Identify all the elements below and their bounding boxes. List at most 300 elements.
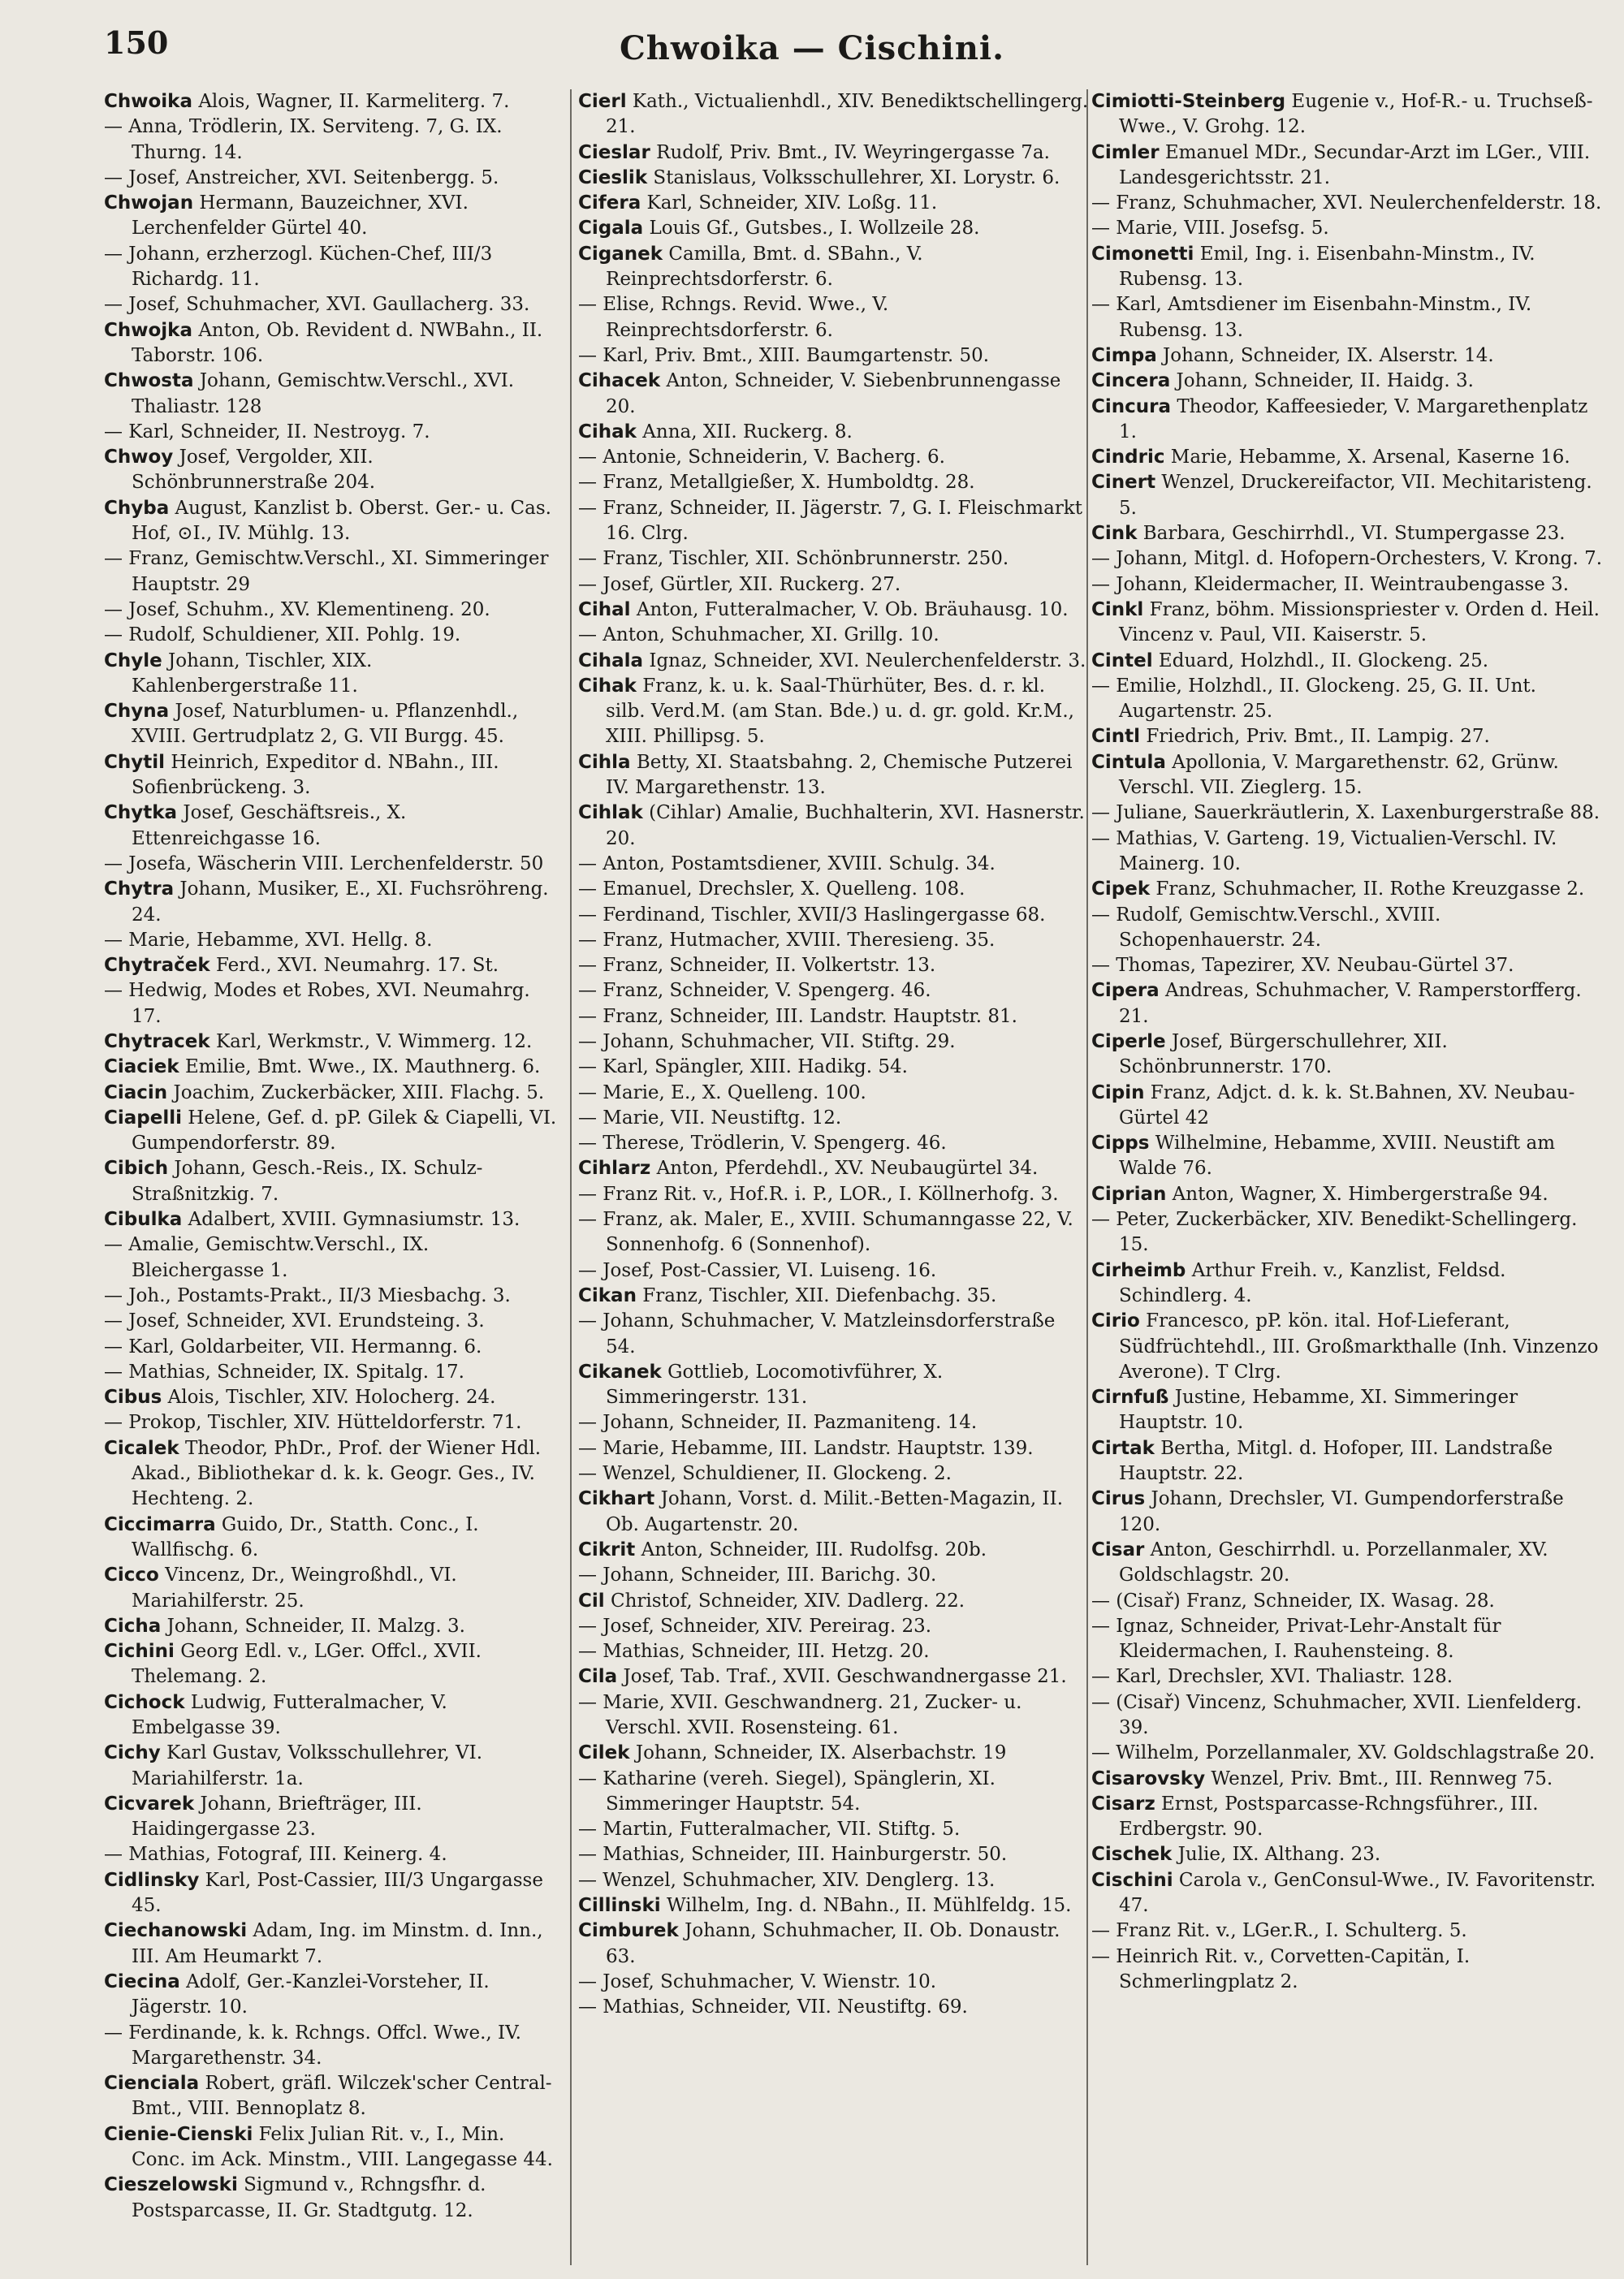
entry-details: Wilhelm, Ing. d. NBahn., II. Mühlfeldg. 15. <box>660 1895 1072 1917</box>
entry-surname: Cikrit <box>578 1539 636 1560</box>
directory-entry <box>1091 978 1605 1029</box>
entry-details: Robert, gräfl. Wilczek'scher Central-Bmt., VIII. Bennoplatz 8. <box>132 2073 552 2120</box>
directory-entry <box>104 2021 564 2072</box>
entry-details: — Johann, Kleidermacher, II. Weintraubengasse 3. <box>1091 573 1570 595</box>
entry-details: Johann, Tischler, XIX. Kahlenbergerstraße 11. <box>132 650 373 697</box>
directory-entry <box>578 1284 1090 1309</box>
directory-entry <box>104 1563 564 1614</box>
directory-entry <box>104 114 564 166</box>
directory-entry <box>578 852 1090 877</box>
entry-details: — Johann, Schneider, III. Barichg. 30. <box>578 1565 937 1586</box>
directory-entry <box>1091 292 1605 343</box>
entry-details: — Josef, Schuhmacher, V. Wienstr. 10. <box>578 1970 937 1992</box>
directory-entry <box>578 420 1090 445</box>
entry-surname: Cil <box>578 1590 605 1612</box>
entry-details: Johann, Musiker, E., XI. Fuchsröhreng. 24. <box>132 878 549 926</box>
entry-details: Stanislaus, Volksschullehrer, XI. Lorystr. 6. <box>647 166 1060 188</box>
directory-entry <box>578 1131 1090 1156</box>
directory-entry <box>104 1309 564 1334</box>
directory-entry <box>104 191 564 242</box>
directory-entry <box>578 191 1090 216</box>
entry-details: Christof, Schneider, XIV. Dadlerg. 22. <box>604 1590 965 1612</box>
entry-surname: Cintl <box>1091 726 1141 748</box>
entry-details: — Karl, Amtsdiener im Eisenbahn-Minstm., IV. Rubensg. 13. <box>1091 294 1532 341</box>
entry-details: — Franz, Tischler, XII. Schönbrunnerstr. 250. <box>578 548 1009 570</box>
directory-entry <box>104 699 564 750</box>
entry-details: Sigmund v., Rchngsfhr. d. Postsparcasse, II. Gr. Stadtgutg. 12. <box>132 2174 486 2221</box>
entry-surname: Cischini <box>1091 1869 1173 1891</box>
directory-entry <box>104 1741 564 1792</box>
entry-details: — Marie, VII. Neustiftg. 12. <box>578 1107 842 1129</box>
directory-entry <box>104 1842 564 1867</box>
entry-details: Johann, Schneider, IX. Alserbachstr. 19 <box>629 1742 1007 1764</box>
directory-entry <box>104 546 564 598</box>
entry-details: — Karl, Priv. Bmt., XIII. Baumgartenstr. 50. <box>578 344 990 366</box>
directory-entry <box>104 1360 564 1385</box>
entry-surname: Cimonetti <box>1091 243 1194 265</box>
directory-entry <box>578 598 1090 623</box>
entry-details: Gottlieb, Locomotivführer, X. Simmeringerstr. 131. <box>606 1361 944 1409</box>
entry-surname: Ciaciek <box>104 1056 179 1078</box>
entry-surname: Cirio <box>1091 1310 1140 1332</box>
entry-details: Carola v., GenConsul-Wwe., IV. Favoritenstr. 47. <box>1119 1869 1596 1917</box>
directory-entry <box>1091 191 1605 216</box>
entry-details: Ernst, Postsparcasse-Rchngsführer., III. Erdbergstr. 90. <box>1119 1793 1539 1841</box>
entry-details: Heinrich, Expeditor d. NBahn., III. Sofienbrückeng. 3. <box>132 751 499 799</box>
page-header <box>0 0 1624 81</box>
entry-details: — Rudolf, Schuldiener, XII. Pohlg. 19. <box>104 624 461 646</box>
directory-entry <box>104 877 564 928</box>
directory-entry <box>578 1970 1090 1995</box>
directory-entry <box>578 1081 1090 1106</box>
entry-details: Anna, XII. Ruckerg. 8. <box>636 421 853 442</box>
entry-details: — Anna, Trödlerin, IX. Serviteng. 7, G. IX. Thurng. 14. <box>104 116 503 163</box>
entry-details: Apollonia, V. Margarethenstr. 62, Grünw. Verschl. VII. Zieglerg. 15. <box>1119 751 1559 799</box>
directory-entry <box>578 1410 1090 1435</box>
directory-entry <box>1091 1081 1605 1132</box>
entry-details: Emilie, Bmt. Wwe., IX. Mauthnerg. 6. <box>179 1056 541 1078</box>
directory-entry <box>578 546 1090 572</box>
entry-details: Ignaz, Schneider, XVI. Neulerchenfelderstr. 3. <box>643 650 1086 671</box>
column-3 <box>1091 89 1605 2265</box>
entry-surname: Ciprian <box>1091 1183 1167 1205</box>
directory-entry <box>104 1207 564 1232</box>
entry-details: — Rudolf, Gemischtw.Verschl., XVIII. Schopenhauerstr. 24. <box>1091 904 1441 951</box>
directory-entry <box>1091 1131 1605 1182</box>
entry-surname: Cincera <box>1091 370 1171 392</box>
directory-entry <box>1091 724 1605 749</box>
entry-details: August, Kanzlist b. Oberst. Ger.- u. Cas. Hof, ⊙I., IV. Mühlg. 13. <box>132 497 551 545</box>
directory-entry <box>1091 1385 1605 1436</box>
entry-details: — Joh., Postamts-Prakt., II/3 Miesbachg. 3. <box>104 1284 511 1306</box>
entry-surname: Cischek <box>1091 1844 1173 1866</box>
entry-surname: Cipera <box>1091 980 1160 1002</box>
entry-surname: Cicha <box>104 1615 162 1637</box>
directory-entry <box>104 89 564 114</box>
directory-entry <box>104 1513 564 1564</box>
entry-surname: Cidlinsky <box>104 1869 200 1891</box>
directory-entry <box>104 1284 564 1309</box>
entry-details: Emil, Ing. i. Eisenbahn-Minstm., IV. Rubensg. 13. <box>1119 243 1535 291</box>
entry-surname: Cibich <box>104 1158 169 1180</box>
entry-surname: Cimler <box>1091 141 1160 163</box>
entry-surname: Chytraček <box>104 955 210 977</box>
entry-details: — Franz, Schneider, V. Spengerg. 46. <box>578 980 931 1002</box>
entry-surname: Cikanek <box>578 1361 662 1383</box>
entry-surname: Cinert <box>1091 472 1156 494</box>
directory-entry <box>578 953 1090 978</box>
entry-surname: Cigala <box>578 218 644 240</box>
directory-entry <box>578 1538 1090 1563</box>
entry-details: Anton, Geschirrhdl. u. Porzellanmaler, XV. Goldschlagstr. 20. <box>1119 1539 1548 1586</box>
entry-details: Johann, Schneider, II. Malzg. 3. <box>161 1615 465 1637</box>
entry-details: — Mathias, Schneider, III. Hetzg. 20. <box>578 1641 930 1663</box>
entry-details: Alois, Wagner, II. Karmeliterg. 7. <box>192 91 510 112</box>
entry-details: — Johann, Schneider, II. Pazmaniteng. 14. <box>578 1412 978 1434</box>
directory-entry <box>578 1767 1090 1818</box>
entry-surname: Cindric <box>1091 447 1165 468</box>
directory-entry <box>104 1232 564 1284</box>
directory-entry <box>578 1461 1090 1487</box>
directory-entry <box>104 1868 564 1919</box>
entry-surname: Cipps <box>1091 1133 1150 1155</box>
directory-entry <box>578 1664 1090 1690</box>
entry-details: Wenzel, Priv. Bmt., III. Rennweg 75. <box>1205 1768 1553 1789</box>
entry-details: Karl, Post-Cassier, III/3 Ungargasse 45. <box>132 1869 543 1917</box>
entry-details: Anton, Ob. Revident d. NWBahn., II. Taborstr. 106. <box>132 319 543 366</box>
entry-details: — Johann, Mitgl. d. Hofopern-Orchesters, V. Krong. 7. <box>1091 548 1603 570</box>
directory-entry <box>578 470 1090 495</box>
entry-details: — Ferdinand, Tischler, XVII/3 Haslingergasse 68. <box>578 904 1046 926</box>
directory-entry <box>578 216 1090 241</box>
entry-details: — Johann, Schuhmacher, VII. Stiftg. 29. <box>578 1030 956 1052</box>
entry-details: Ludwig, Futteralmacher, V. Embelgasse 39. <box>132 1691 447 1738</box>
entry-details: — Ferdinande, k. k. Rchngs. Offcl. Wwe., IV. Margarethenstr. 34. <box>104 2022 521 2069</box>
entry-details: — Thomas, Tapezirer, XV. Neubau-Gürtel 37. <box>1091 955 1514 977</box>
directory-entry <box>104 1335 564 1360</box>
entry-surname: Chwojan <box>104 192 194 214</box>
entry-surname: Cisarz <box>1091 1793 1155 1815</box>
entry-details: Josef, Bürgerschullehrer, XII. Schönbrunnerstr. 170. <box>1119 1030 1448 1078</box>
entry-details: Bertha, Mitgl. d. Hofoper, III. Landstraße Hauptstr. 22. <box>1119 1437 1553 1485</box>
directory-entry <box>1091 521 1605 546</box>
directory-entry <box>104 1156 564 1207</box>
directory-entry <box>578 242 1090 293</box>
running-head: Chwoika — Cischini. <box>619 29 1005 67</box>
entry-details: — Wenzel, Schuhmacher, XIV. Denglerg. 13. <box>578 1869 996 1891</box>
directory-entry <box>578 801 1090 852</box>
entry-details: Friedrich, Priv. Bmt., II. Lampig. 27. <box>1140 726 1490 748</box>
entry-details: — Johann, Schuhmacher, V. Matzleinsdorferstraße 54. <box>578 1310 1056 1357</box>
entry-details: Johann, Gemischtw.Verschl., XVI. Thaliastr. 128 <box>132 370 515 417</box>
directory-entry <box>1091 877 1605 902</box>
entry-details: Felix Julian Rit. v., I., Min. Conc. im Ack. Minstm., VIII. Langegasse 44. <box>132 2123 553 2171</box>
directory-entry <box>1091 1842 1605 1867</box>
entry-surname: Cila <box>578 1666 618 1688</box>
entry-surname: Cimiotti-Steinberg <box>1091 91 1286 112</box>
entry-details: Karl, Werkmstr., V. Wimmerg. 12. <box>209 1030 533 1052</box>
directory-entry <box>1091 598 1605 649</box>
entry-details: — Karl, Schneider, II. Nestroyg. 7. <box>104 421 430 442</box>
directory-entry <box>1091 546 1605 572</box>
directory-entry <box>578 1868 1090 1893</box>
entry-details: — Mathias, Schneider, III. Hainburgerstr. 50. <box>578 1844 1008 1866</box>
entry-surname: Chyle <box>104 650 162 671</box>
entry-details: — Katharine (vereh. Siegel), Spänglerin, XI. Simmeringer Hauptstr. 54. <box>578 1768 996 1815</box>
directory-entry <box>1091 1919 1605 1944</box>
directory-entry <box>104 953 564 978</box>
entry-details: Josef, Geschäftsreis., X. Ettenreichgasse 16. <box>132 802 407 849</box>
directory-entry <box>104 369 564 420</box>
entry-surname: Cierl <box>578 91 627 112</box>
entry-details: Anton, Futteralmacher, V. Ob. Bräuhausg. 10. <box>630 598 1069 620</box>
entry-surname: Cikhart <box>578 1488 655 1510</box>
entry-details: Johann, Schneider, IX. Alserstr. 14. <box>1156 344 1494 366</box>
entry-details: (Cihlar) Amalie, Buchhalterin, XVI. Hasnerstr. 20. <box>606 802 1085 849</box>
entry-details: Wilhelmine, Hebamme, XVIII. Neustift am Walde 76. <box>1119 1133 1556 1180</box>
entry-details: — Franz, ak. Maler, E., XVIII. Schumanngasse 22, V. Sonnenhofg. 6 (Sonnenhof). <box>578 1209 1073 1256</box>
entry-details: — Karl, Spängler, XIII. Hadikg. 54. <box>578 1056 908 1078</box>
directory-entry <box>1091 1690 1605 1742</box>
entry-details: — Johann, erzherzogl. Küchen-Chef, III/3 Richardg. 11. <box>104 243 493 291</box>
entry-surname: Cicalek <box>104 1437 179 1459</box>
entry-details: Andreas, Schuhmacher, V. Ramperstorfferg. 21. <box>1119 980 1582 1027</box>
directory-entry <box>1091 395 1605 446</box>
entry-details: Karl Gustav, Volksschullehrer, VI. Mariahilferstr. 1a. <box>132 1742 483 1789</box>
directory-entry <box>578 928 1090 953</box>
entry-details: — Anton, Schuhmacher, XI. Grillg. 10. <box>578 624 939 646</box>
directory-entry <box>1091 470 1605 521</box>
entry-surname: Cilek <box>578 1742 630 1764</box>
directory-entry <box>578 343 1090 369</box>
directory-entry <box>1091 1944 1605 1996</box>
directory-entry <box>104 1639 564 1690</box>
entry-surname: Cichy <box>104 1742 161 1764</box>
entry-surname: Cirus <box>1091 1488 1146 1510</box>
entry-details: Johann, Gesch.-Reis., IX. Schulz-Straßnitzkig. 7. <box>132 1158 483 1205</box>
entry-details: — (Cisař) Franz, Schneider, IX. Wasag. 28. <box>1091 1590 1495 1612</box>
entry-details: — Ignaz, Schneider, Privat-Lehr-Anstalt für Kleidermachen, I. Rauhensteing. 8. <box>1091 1615 1501 1663</box>
entry-surname: Cisarovsky <box>1091 1768 1206 1789</box>
entry-details: Vincenz, Dr., Weingroßhdl., VI. Mariahilferstr. 25. <box>132 1565 457 1612</box>
directory-entry <box>104 2173 564 2224</box>
directory-entry <box>104 496 564 547</box>
entry-surname: Chytracek <box>104 1030 210 1052</box>
entry-details: — Wenzel, Schuldiener, II. Glockeng. 2. <box>578 1463 952 1485</box>
entry-details: Helene, Gef. d. pP. Gilek & Ciapelli, VI. Gumpendorferstr. 89. <box>132 1107 557 1155</box>
entry-surname: Chyna <box>104 701 170 723</box>
directory-entry <box>578 1690 1090 1742</box>
entry-surname: Chwoy <box>104 447 174 468</box>
entry-details: Wenzel, Druckereifactor, VII. Mechitaristeng. 5. <box>1119 472 1592 519</box>
column-1 <box>104 89 564 2265</box>
directory-entry <box>1091 1741 1605 1766</box>
directory-entry <box>104 623 564 648</box>
directory-entry <box>578 903 1090 928</box>
entry-details: Kath., Victualienhdl., XIV. Benediktschellingerg. 21. <box>606 91 1089 138</box>
entry-details: Ferd., XVI. Neumahrg. 17. St. <box>209 955 499 977</box>
entry-surname: Cintel <box>1091 650 1153 671</box>
entry-details: Guido, Dr., Statth. Conc., I. Wallfischg. 6. <box>132 1513 479 1560</box>
entry-details: Georg Edl. v., LGer. Offcl., XVII. Thelemang. 2. <box>132 1641 482 1688</box>
directory-entry <box>104 978 564 1029</box>
directory-entry <box>578 1436 1090 1461</box>
entry-surname: Cienciala <box>104 2073 200 2095</box>
directory-entry <box>1091 1792 1605 1843</box>
entry-surname: Ciacin <box>104 1081 168 1103</box>
directory-entry <box>104 1385 564 1410</box>
directory-entry <box>1091 140 1605 192</box>
directory-entry <box>104 166 564 191</box>
directory-entry <box>578 445 1090 470</box>
entry-details: — Karl, Drechsler, XVI. Thaliastr. 128. <box>1091 1666 1453 1688</box>
directory-entry <box>578 649 1090 674</box>
entry-details: Eduard, Holzhdl., II. Glockeng. 25. <box>1152 650 1489 671</box>
directory-entry <box>1091 1868 1605 1919</box>
directory-entry <box>1091 572 1605 598</box>
directory-entry <box>578 1589 1090 1614</box>
entry-details: Franz, böhm. Missionspriester v. Orden d. Heil. Vincenz v. Paul, VII. Kaiserstr. 5. <box>1119 598 1600 646</box>
directory-entry <box>578 1842 1090 1867</box>
entry-details: Julie, IX. Althang. 23. <box>1172 1844 1381 1866</box>
directory-entry <box>1091 1029 1605 1081</box>
entry-details: — Prokop, Tischler, XIV. Hütteldorferstr. 71. <box>104 1412 522 1434</box>
entry-details: — Therese, Trödlerin, V. Spengerg. 46. <box>578 1133 947 1155</box>
directory-entry <box>1091 903 1605 954</box>
directory-entry <box>104 852 564 877</box>
entry-details: — Franz, Metallgießer, X. Humboldtg. 28. <box>578 472 975 494</box>
entry-details: — Marie, E., X. Quelleng. 100. <box>578 1081 866 1103</box>
directory-entry <box>104 1792 564 1843</box>
directory-entry <box>104 1970 564 2021</box>
entry-surname: Cihak <box>578 675 637 697</box>
entry-details: — Marie, XVII. Geschwandnerg. 21, Zucker- u. Verschl. XVII. Rosensteing. 61. <box>578 1691 1022 1738</box>
directory-entry <box>578 166 1090 191</box>
entry-details: — Josef, Gürtler, XII. Ruckerg. 27. <box>578 573 901 595</box>
entry-surname: Cihacek <box>578 370 661 392</box>
page-number: 150 <box>104 24 169 61</box>
directory-entry <box>104 318 564 369</box>
entry-surname: Cimburek <box>578 1920 679 1942</box>
entry-details: — Anton, Postamtsdiener, XVIII. Schulg. 34. <box>578 852 996 874</box>
entry-details: — Franz, Schneider, II. Jägerstr. 7, G. I. Fleischmarkt 16. Clrg. <box>578 497 1082 545</box>
entry-details: — Mathias, Schneider, VII. Neustiftg. 69. <box>578 1996 968 2018</box>
directory-entry <box>578 292 1090 343</box>
entry-details: — Franz, Hutmacher, XVIII. Theresieng. 35. <box>578 929 996 951</box>
entry-surname: Cieslik <box>578 166 648 188</box>
entry-surname: Chwoika <box>104 91 193 112</box>
directory-entry <box>578 1106 1090 1131</box>
directory-entry <box>578 1309 1090 1360</box>
directory-entry <box>578 1614 1090 1639</box>
directory-entry <box>1091 1538 1605 1589</box>
entry-surname: Cihla <box>578 751 631 773</box>
directory-entry <box>578 1360 1090 1411</box>
entry-details: — (Cisař) Vincenz, Schuhmacher, XVII. Lienfelderg. 39. <box>1091 1691 1583 1738</box>
entry-details: Josef, Naturblumen- u. Pflanzenhdl., XVIII. Gertrudplatz 2, G. VII Burgg. 45. <box>132 701 519 748</box>
entry-details: — Franz, Schneider, III. Landstr. Hauptstr. 81. <box>578 1005 1017 1027</box>
entry-surname: Cillinski <box>578 1895 661 1917</box>
directory-entry <box>578 1817 1090 1842</box>
entry-details: Adalbert, XVIII. Gymnasiumstr. 13. <box>182 1209 520 1231</box>
entry-surname: Cieslar <box>578 141 650 163</box>
entry-details: Johann, Schneider, II. Haidg. 3. <box>1170 370 1474 392</box>
entry-details: — Mathias, Schneider, IX. Spitalg. 17. <box>104 1361 464 1383</box>
directory-entry <box>104 750 564 801</box>
entry-details: Adolf, Ger.-Kanzlei-Vorsteher, II. Jägerstr. 10. <box>132 1970 490 2018</box>
entry-details: Joachim, Zuckerbäcker, XIII. Flachg. 5. <box>167 1081 545 1103</box>
entry-surname: Ciecina <box>104 1970 180 1992</box>
entry-surname: Cinkl <box>1091 598 1144 620</box>
entry-surname: Cicco <box>104 1565 159 1586</box>
entry-details: Alois, Tischler, XIV. Holocherg. 24. <box>162 1387 496 1409</box>
entry-surname: Chytka <box>104 802 178 824</box>
entry-surname: Cincura <box>1091 395 1172 417</box>
entry-details: — Marie, VIII. Josefsg. 5. <box>1091 218 1329 240</box>
entry-surname: Cipin <box>1091 1081 1145 1103</box>
entry-details: Josef, Tab. Traf., XVII. Geschwandnergasse 21. <box>617 1666 1067 1688</box>
directory-entry <box>1091 1614 1605 1665</box>
directory-entry <box>1091 674 1605 725</box>
directory-entry <box>1091 750 1605 801</box>
entry-surname: Cirnfuß <box>1091 1387 1169 1409</box>
entry-details: Louis Gf., Gutsbes., I. Wollzeile 28. <box>643 218 980 240</box>
entry-details: — Antonie, Schneiderin, V. Bacherg. 6. <box>578 447 945 468</box>
directory-entry <box>1091 1207 1605 1258</box>
entry-details: — Franz Rit. v., Hof.R. i. P., LOR., I. Köllnerhofg. 3. <box>578 1183 1059 1205</box>
directory-entry <box>1091 369 1605 394</box>
entry-surname: Cichini <box>104 1641 175 1663</box>
entry-surname: Cihlarz <box>578 1158 651 1180</box>
directory-entry <box>578 1258 1090 1284</box>
directory-entry <box>104 242 564 293</box>
entry-details: Josef, Vergolder, XII. Schönbrunnerstraße 204. <box>132 447 376 494</box>
entry-surname: Cimpa <box>1091 344 1157 366</box>
entry-details: Hermann, Bauzeichner, XVI. Lerchenfelder Gürtel 40. <box>132 192 469 240</box>
directory-entry <box>1091 89 1605 140</box>
entry-details: — Karl, Goldarbeiter, VII. Hermanng. 6. <box>104 1336 482 1357</box>
directory-entry <box>1091 1436 1605 1487</box>
entry-details: — Mathias, V. Garteng. 19, Victualien-Verschl. IV. Mainerg. 10. <box>1091 827 1557 874</box>
entry-details: — Emilie, Holzhdl., II. Glockeng. 25, G. II. Unt. Augartenstr. 25. <box>1091 675 1536 723</box>
entry-details: Theodor, Kaffeesieder, V. Margarethenplatz 1. <box>1119 395 1588 442</box>
entry-details: — Mathias, Fotograf, III. Keinerg. 4. <box>104 1844 447 1866</box>
directory-entry <box>578 1029 1090 1055</box>
entry-details: Rudolf, Priv. Bmt., IV. Weyringergasse 7a. <box>650 141 1050 163</box>
entry-details: Franz, k. u. k. Saal-Thürhüter, Bes. d. r. kl. silb. Verd.M. (am Stan. Bde.) u. d. gr. gold. Kr.M., XIII. Phillipsg. 5. <box>606 675 1074 748</box>
entry-surname: Cihak <box>578 421 637 442</box>
entry-details: Johann, Vorst. d. Milit.-Betten-Magazin, II. Ob. Augartenstr. 20. <box>606 1488 1064 1535</box>
directory-entry <box>578 1893 1090 1919</box>
entry-surname: Ciapelli <box>104 1107 182 1129</box>
directory-entry <box>578 1207 1090 1258</box>
entry-surname: Chytil <box>104 751 166 773</box>
entry-surname: Cibus <box>104 1387 162 1409</box>
directory-entry <box>104 598 564 623</box>
directory-entry <box>578 1004 1090 1029</box>
directory-entry <box>578 674 1090 750</box>
directory-entry <box>578 877 1090 902</box>
directory-entry <box>1091 1258 1605 1310</box>
entry-details: Adam, Ing. im Minstm. d. Inn., III. Am Heumarkt 7. <box>132 1920 543 1967</box>
directory-entry <box>104 1690 564 1742</box>
directory-entry <box>1091 445 1605 470</box>
directory-entry <box>104 2071 564 2122</box>
entry-surname: Ciccimarra <box>104 1513 216 1535</box>
directory-entry <box>578 572 1090 598</box>
entry-surname: Chwosta <box>104 370 194 392</box>
entry-surname: Cipek <box>1091 878 1151 900</box>
